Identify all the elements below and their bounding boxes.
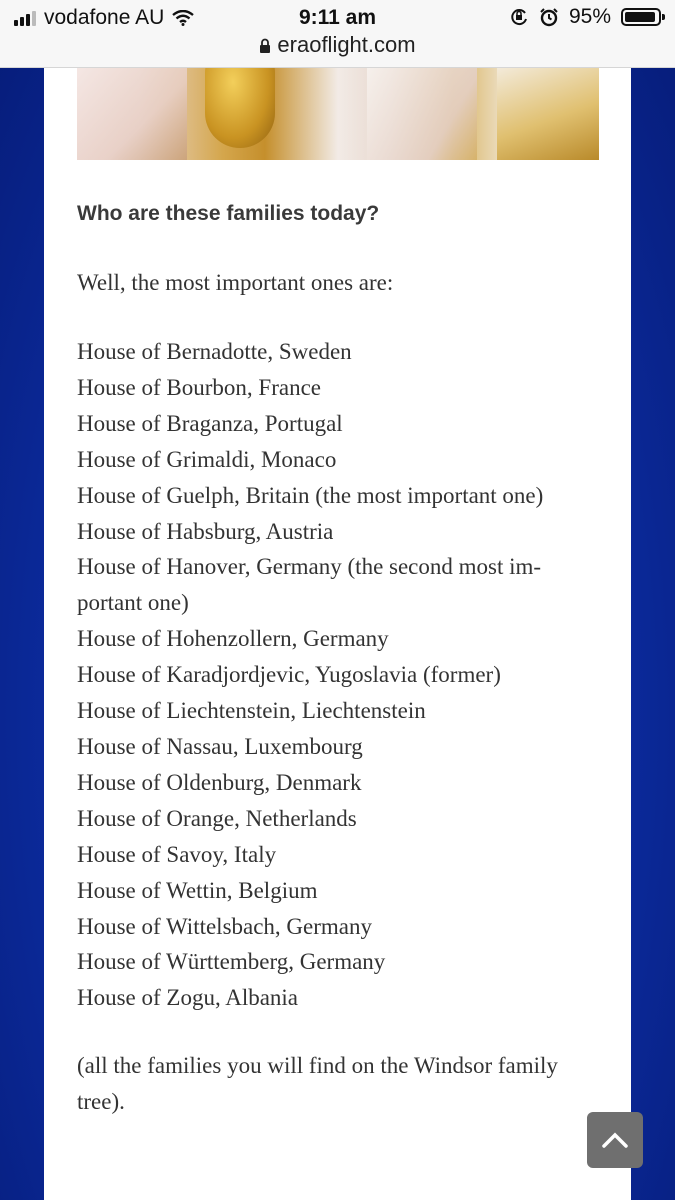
hero-image — [77, 68, 599, 160]
house-list-item: House of Hohenzollern, Germany — [77, 626, 389, 652]
battery-icon — [621, 8, 661, 26]
house-list-item: House of Guelph, Britain (the most important one) — [77, 482, 544, 508]
house-list-item: House of Wittelsbach, Germany — [77, 913, 373, 939]
house-list-item: House of Liechtenstein, Liechtenstein — [77, 698, 426, 724]
chevron-up-icon — [602, 1132, 628, 1148]
status-right — [509, 5, 661, 29]
house-list-item: House of Grimaldi, Monaco — [77, 446, 337, 472]
article-card — [44, 68, 631, 1200]
lock-icon — [259, 38, 271, 54]
house-list-item: House of Karadjordjevic, Yugoslavia (former) — [77, 662, 501, 688]
intro-text: Well, the most important ones are: — [77, 270, 394, 295]
section-heading: Who are these families today? — [77, 202, 380, 225]
orientation-lock-icon — [509, 7, 529, 27]
url-bar[interactable] — [0, 32, 675, 58]
house-list-item: House of Zogu, Albania — [77, 985, 299, 1011]
house-list-item: House of Habsburg, Austria — [77, 518, 334, 544]
house-list-item: House of Wettin, Belgium — [77, 877, 318, 903]
house-list-item: House of Bourbon, France — [77, 374, 322, 400]
house-list-item: House of Württemberg, Germany — [77, 949, 386, 975]
status-bar — [0, 0, 675, 68]
house-list-item: House of Braganza, Portugal — [77, 410, 343, 436]
house-list-item: House of Hanover, Germany (the second most im- — [77, 554, 542, 580]
clock: 9:11 am — [298, 6, 377, 29]
battery-percent: 95% — [568, 5, 611, 28]
carrier-label: vodafone AU — [44, 6, 165, 29]
house-list-item: House of Savoy, Italy — [77, 841, 277, 867]
alarm-icon — [539, 7, 559, 27]
closing-text: (all the families you will find on the Windsor family tree). — [77, 1053, 558, 1114]
house-list-item: House of Orange, Netherlands — [77, 805, 357, 831]
house-list-item: House of Bernadotte, Sweden — [77, 339, 352, 364]
houses-list — [77, 334, 592, 1016]
house-list-item: House of Nassau, Luxembourg — [77, 733, 363, 759]
house-list-item: House of Oldenburg, Denmark — [77, 769, 362, 795]
url-text: eraoflight.com — [277, 32, 416, 57]
house-list-item: portant one) — [77, 590, 189, 616]
scroll-to-top-button[interactable] — [587, 1112, 643, 1168]
